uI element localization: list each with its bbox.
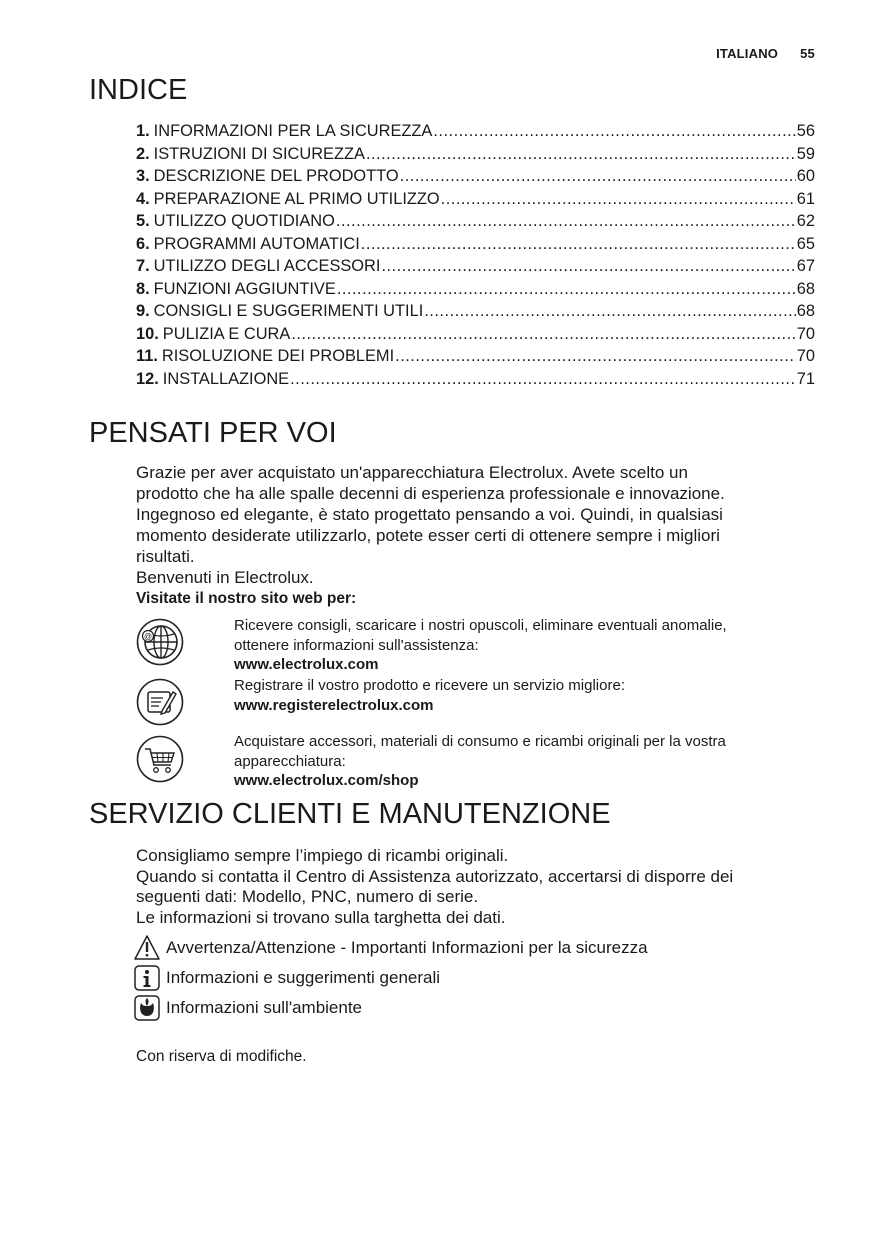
toc-entry[interactable] <box>136 145 815 168</box>
toc-number: 10. <box>136 324 159 343</box>
toc-number: 7. <box>136 257 150 275</box>
service-text <box>234 732 794 791</box>
legend-item <box>133 934 813 962</box>
toc-title: PREPARAZIONE AL PRIMO UTILIZZO <box>153 189 440 208</box>
toc-number: 2. <box>136 144 150 163</box>
service-line: Ricevere consigli, scaricare i nostri opuscoli, eliminare eventuali anomalie, <box>234 617 727 634</box>
legend-text: Informazioni e suggerimenti generali <box>166 968 441 987</box>
service-item <box>136 732 796 792</box>
service-line: Acquistare accessori, materiali di consumo e ricambi originali per la vostra <box>234 733 726 750</box>
toc-page: 68 <box>796 302 815 320</box>
toc-entry[interactable] <box>136 370 815 393</box>
toc-page: 70 <box>796 324 815 343</box>
toc-number: 11. <box>136 347 158 365</box>
toc-leader <box>290 370 796 389</box>
globe-icon <box>136 618 184 666</box>
service-paragraph-line: Le informazioni si trovano sulla targhetta dei dati. <box>136 907 506 927</box>
toc-entry[interactable] <box>136 257 815 280</box>
toc-leader <box>336 212 796 231</box>
warning-icon <box>133 934 161 962</box>
table-of-contents <box>136 122 815 392</box>
toc-title: PULIZIA E CURA <box>162 324 291 343</box>
intro-line: Grazie per aver acquistato un'apparecchiatura Electrolux. Avete scelto un <box>136 463 688 482</box>
toc-entry[interactable] <box>136 122 815 145</box>
legend-item <box>133 964 813 992</box>
legend-text: Informazioni sull'ambiente <box>166 998 363 1017</box>
index-title: INDICE <box>89 74 188 106</box>
toc-page: 56 <box>796 122 815 140</box>
toc-title: DESCRIZIONE DEL PRODOTTO <box>153 167 399 185</box>
toc-page: 59 <box>796 144 815 163</box>
service-line: Registrare il vostro prodotto e ricevere un servizio migliore: <box>234 677 625 694</box>
toc-page: 68 <box>796 279 815 298</box>
toc-page: 61 <box>796 189 815 208</box>
service-line: apparecchiatura: <box>234 752 346 770</box>
intro-line: momento desiderate utilizzarlo, potete esser certi di ottenere sempre i migliori <box>136 526 720 545</box>
service-text <box>234 676 794 715</box>
toc-number: 5. <box>136 212 150 230</box>
toc-entry[interactable] <box>136 347 815 370</box>
toc-entry[interactable] <box>136 280 815 303</box>
toc-leader <box>395 347 796 366</box>
toc-leader <box>441 190 796 209</box>
toc-leader <box>337 280 796 299</box>
page-number: 55 <box>800 46 815 61</box>
service-link[interactable]: www.registerelectrolux.com <box>234 696 434 714</box>
toc-page: 67 <box>796 257 815 275</box>
service-item <box>136 674 796 730</box>
legend-text: Avvertenza/Attenzione - Importanti Informazioni per la sicurezza <box>166 938 648 957</box>
service-item <box>136 614 796 673</box>
register-icon <box>136 678 184 726</box>
toc-page: 62 <box>796 212 815 230</box>
toc-title: INFORMAZIONI PER LA SICUREZZA <box>153 122 433 140</box>
toc-number: 8. <box>136 279 150 298</box>
environment-icon <box>133 994 161 1022</box>
toc-title: UTILIZZO QUOTIDIANO <box>153 212 335 230</box>
toc-number: 3. <box>136 167 150 185</box>
toc-title: INSTALLAZIONE <box>162 369 290 388</box>
toc-number: 12. <box>136 369 159 388</box>
toc-leader <box>424 302 796 321</box>
service-paragraph-line: seguenti dati: Modello, PNC, numero di serie. <box>136 887 479 906</box>
toc-entry[interactable] <box>136 325 815 348</box>
toc-entry[interactable] <box>136 302 815 325</box>
toc-title: UTILIZZO DEGLI ACCESSORI <box>153 257 381 275</box>
toc-number: 1. <box>136 122 150 140</box>
header-language: ITALIANO <box>716 46 779 61</box>
toc-page: 71 <box>796 369 815 388</box>
toc-entry[interactable] <box>136 212 815 235</box>
service-text <box>234 616 794 675</box>
toc-leader <box>291 325 795 344</box>
intro-line: prodotto che ha alle spalle decenni di esperienza professionale e innovazione. <box>136 484 725 503</box>
svg-text:@: @ <box>143 632 153 641</box>
welcome-line: Benvenuti in Electrolux. <box>136 568 314 587</box>
service-paragraph <box>136 846 806 928</box>
toc-leader <box>361 235 796 254</box>
info-icon <box>133 964 161 992</box>
toc-page: 60 <box>796 167 815 185</box>
service-paragraph-line: Quando si contatta il Centro di Assistenza autorizzato, accertarsi di disporre dei <box>136 866 734 886</box>
cart-icon <box>136 735 184 783</box>
service-title: SERVIZIO CLIENTI E MANUTENZIONE <box>89 798 611 830</box>
footer-note: Con riserva di modifiche. <box>136 1048 307 1065</box>
service-link[interactable]: www.electrolux.com/shop <box>234 772 419 789</box>
pensati-title: PENSATI PER VOI <box>89 417 337 449</box>
toc-page: 65 <box>796 234 815 253</box>
intro-paragraph <box>136 462 796 609</box>
toc-entry[interactable] <box>136 235 815 258</box>
page-header <box>716 46 815 61</box>
toc-leader <box>381 257 795 276</box>
toc-page: 70 <box>796 347 815 365</box>
toc-number: 6. <box>136 234 150 253</box>
toc-title: RISOLUZIONE DEI PROBLEMI <box>161 347 395 365</box>
toc-title: FUNZIONI AGGIUNTIVE <box>153 279 336 298</box>
toc-entry[interactable] <box>136 190 815 213</box>
visit-heading: Visitate il nostro sito web per: <box>136 590 357 607</box>
toc-leader <box>400 167 796 186</box>
legend-item <box>133 994 813 1022</box>
toc-entry[interactable] <box>136 167 815 190</box>
toc-title: CONSIGLI E SUGGERIMENTI UTILI <box>153 302 424 320</box>
toc-number: 4. <box>136 189 150 208</box>
toc-leader <box>433 122 795 141</box>
service-paragraph-line: Consigliamo sempre l’impiego di ricambi originali. <box>136 846 509 865</box>
service-line: ottenere informazioni sull'assistenza: <box>234 636 479 654</box>
service-link[interactable]: www.electrolux.com <box>234 656 379 673</box>
intro-line: risultati. <box>136 547 195 566</box>
toc-leader <box>366 145 796 164</box>
toc-title: ISTRUZIONI DI SICUREZZA <box>153 144 365 163</box>
toc-number: 9. <box>136 302 150 320</box>
intro-line: Ingegnoso ed elegante, è stato progettato pensando a voi. Quindi, in qualsiasi <box>136 505 723 524</box>
toc-title: PROGRAMMI AUTOMATICI <box>153 234 360 253</box>
